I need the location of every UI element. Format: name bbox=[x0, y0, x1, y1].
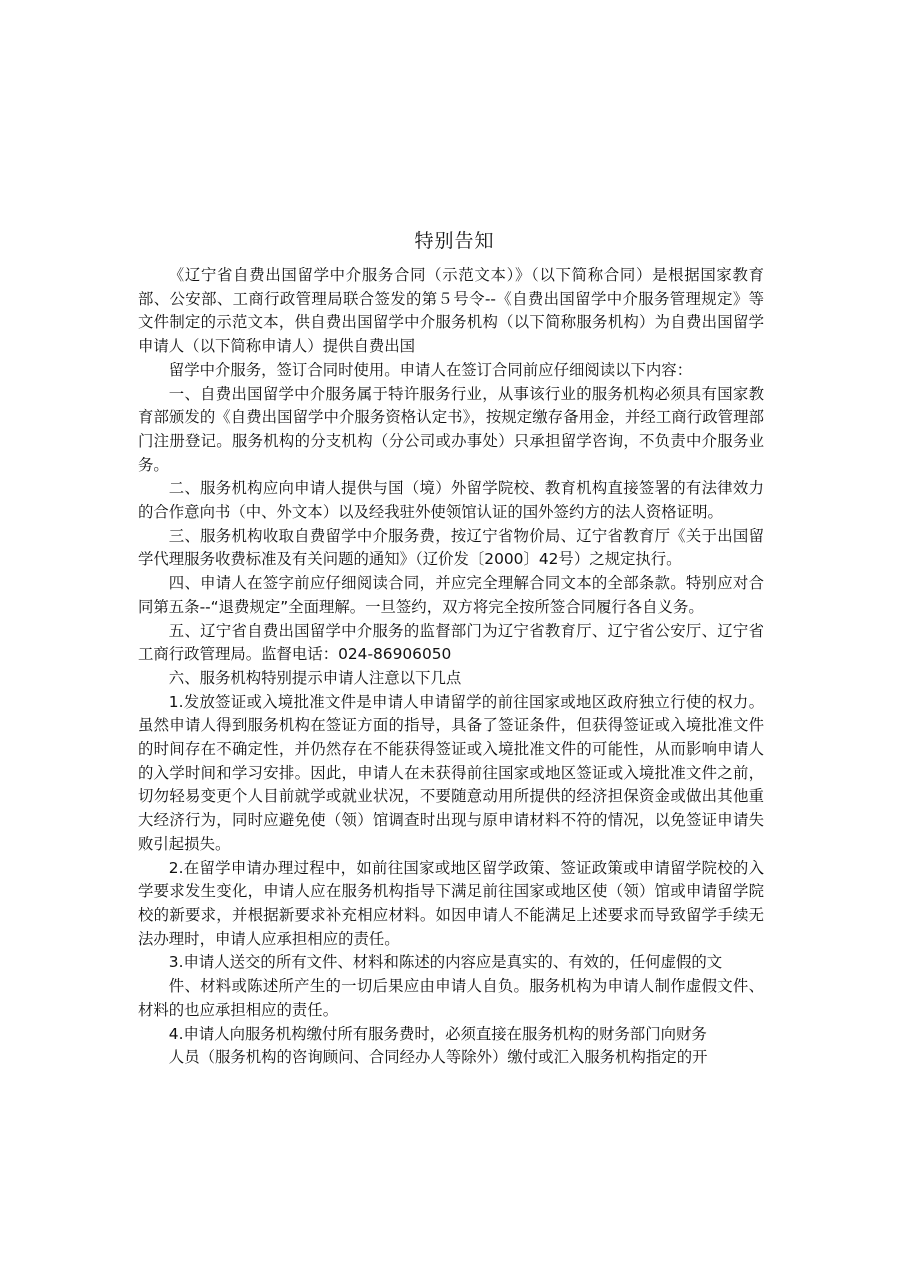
paragraph-item-1: 一、自费出国留学中介服务属于特许服务行业，从事该行业的服务机构必须具有国家教育部颁发的《自费出国留学中介服务资格认定书》，按规定缴存备用金，并经工商行政管理部门注册登记。服务机构的分支机构（分公司或办事处）只承担留学咨询，不负责中介服务业务。 bbox=[138, 384, 764, 474]
document-body bbox=[138, 264, 764, 1070]
paragraph-note-4-continued: 人员（服务机构的咨询顾问、合同经办人等除外）缴付或汇入服务机构指定的开 bbox=[168, 1048, 708, 1067]
paragraph-note-4: 4.申请人向服务机构缴付所有服务费时，必须直接在服务机构的财务部门向财务 bbox=[168, 1024, 707, 1043]
document-title: 特别告知 bbox=[414, 230, 495, 252]
paragraph-note-2: 2.在留学申请办理过程中，如前往国家或地区留学政策、签证政策或申请留学院校的入学要求发生变化，申请人应在服务机构指导下满足前往国家或地区使（领）馆或申请留学院校的新要求，并根据新要求补充相应材料。如因申请人不能满足上述要求而导致留学手续无法办理时，申请人应承担相应的责任。 bbox=[138, 858, 764, 948]
paragraph-item-4: 四、申请人在签字前应仔细阅读合同，并应完全理解合同文本的全部条款。特别应对合同第五条--“退费规定”全面理解。一旦签约，双方将完全按所签合同履行各自义务。 bbox=[138, 574, 764, 616]
paragraph-item-3: 三、服务机构收取自费留学中介服务费，按辽宁省物价局、辽宁省教育厅《关于出国留学代理服务收费标准及有关问题的通知》（辽价发〔2000〕42号）之规定执行。 bbox=[138, 526, 764, 569]
paragraph-item-5: 五、辽宁省自费出国留学中介服务的监督部门为辽宁省教育厅、辽宁省公安厅、辽宁省工商行政管理局。监督电话：024-86906050 bbox=[138, 621, 764, 664]
paragraph-intro: 《辽宁省自费出国留学中介服务合同（示范文本）》（以下简称合同）是根据国家教育部、公安部、工商行政管理局联合签发的第５号令--《自费出国留学中介服务管理规定》等文件制定的示范文本，供自费出国留学中介服务机构（以下简称服务机构）为自费出国留学申请人（以下简称申请人）提供自费出国 bbox=[138, 266, 764, 356]
paragraph-note-3: 3.申请人送交的所有文件、材料和陈述的内容应是真实的、有效的，任何虚假的文 bbox=[168, 953, 723, 972]
paragraph-item-6: 六、服务机构特别提示申请人注意以下几点 bbox=[168, 668, 462, 687]
paragraph-intro-continued: 留学中介服务，签订合同时使用。申请人在签订合同前应仔细阅读以下内容： bbox=[168, 360, 693, 379]
paragraph-note-3-continued: 件、材料或陈述所产生的一切后果应由申请人自负。服务机构为申请人制作虚假文件、材料的也应承担相应的责任。 bbox=[138, 977, 764, 1019]
paragraph-note-1: 1.发放签证或入境批准文件是申请人申请留学的前往国家或地区政府独立行使的权力。虽然申请人得到服务机构在签证方面的指导，具备了签证条件，但获得签证或入境批准文件的时间存在不确定性，并仍然存在不能获得签证或入境批准文件的可能性，从而影响申请人的入学时间和学习安排。因此，申请人在未获得前往国家或地区签证或入境批准文件之前，切勿轻易变更个人目前就学或就业状况，不要随意动用所提供的经济担保资金或做出其他重大经济行为，同时应避免使（领）馆调查时出现与原申请材料不符的情况，以免签证申请失败引起损失。 bbox=[138, 692, 764, 853]
paragraph-item-2: 二、服务机构应向申请人提供与国（境）外留学院校、教育机构直接签署的有法律效力的合作意向书（中、外文本）以及经我驻外使领馆认证的国外签约方的法人资格证明。 bbox=[138, 479, 764, 522]
